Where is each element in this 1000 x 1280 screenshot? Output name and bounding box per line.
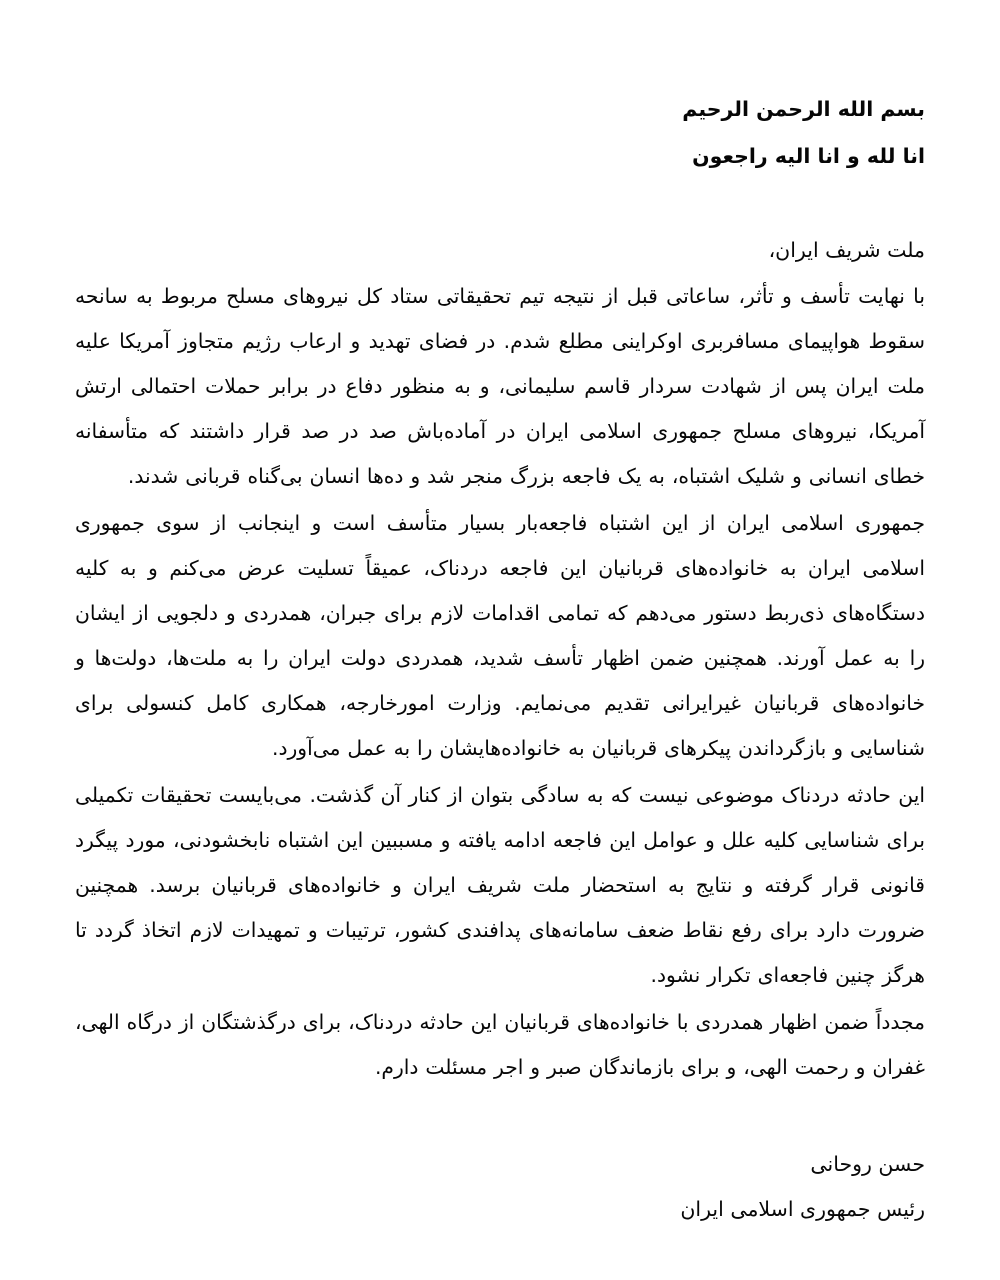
letter-body [75,274,925,1090]
invocation-block [75,0,925,180]
bismillah-line: بسم الله الرحمن الرحیم [682,97,925,121]
body-paragraph-4: مجدداً ضمن اظهار همدردی با خانواده‌های قربانیان این حادثه دردناک، برای درگذشتگان از درگاه الهی، غفران و رحمت الهی، و برای بازماندگان صبر و اجر مسئلت دارم. [75,1010,925,1079]
body-paragraph-2: جمهوری اسلامی ایران از این اشتباه فاجعه‌بار بسیار متأسف است و اینجانب از سوی جمهوری اسلامی ایران به خانواده‌های قربانیان این فاجعه دردناک، عمیقاً تسلیت عرض می‌کنم و به کلیه دستگاه‌های ذی‌ربط دستور می‌دهم که تمامی اقدامات لازم برای جبران، همدردی و دلجویی از ایشان را به عمل آورند. همچنین ضمن اظهار تأسف شدید، همدردی دولت ایران را به ملت‌ها، دولت‌ها و خانواده‌های قربانیان غیرایرانی تقدیم می‌نمایم. وزارت امورخارجه، همکاری کامل کنسولی برای شناسایی و بازگرداندن پیکرهای قربانیان به خانواده‌هایشان را به عمل می‌آورد. [75,511,925,760]
signature-block [680,1142,925,1232]
body-paragraph-3: این حادثه دردناک موضوعی نیست که به سادگی بتوان از کنار آن گذشت. می‌بایست تحقیقات تکمیلی برای شناسایی کلیه علل و عوامل این فاجعه ادامه یافته و مسببین این اشتباه نابخشودنی، مورد پیگرد قانونی قرار گرفته و نتایج به استحضار ملت شریف ایران و خانواده‌های قربانیان برسد. همچنین ضرورت دارد برای رفع نقاط ضعف سامانه‌های پدافندی کشور، ترتیبات و تمهیدات لازم اتخاذ گردد تا هرگز چنین فاجعه‌ای تکرار نشود. [75,783,925,987]
body-paragraph-1: با نهایت تأسف و تأثر، ساعاتی قبل از نتیجه تیم تحقیقاتی ستاد کل نیروهای مسلح مربوط به سانحه سقوط هواپیمای مسافربری اوکراینی مطلع شدم. در فضای تهدید و ارعاب رژیم متجاوز آمریکا علیه ملت ایران پس از شهادت سردار قاسم سلیمانی، و به منظور دفاع در برابر حملات احتمالی ارتش آمریکا، نیروهای مسلح جمهوری اسلامی ایران در آماده‌باش صد در صد قرار داشتند که متأسفانه خطای انسانی و شلیک اشتباه، به یک فاجعه بزرگ منجر شد و ده‌ها انسان بی‌گناه قربانی شدند. [75,284,925,488]
signer-title: رئیس جمهوری اسلامی ایران [680,1197,925,1221]
signer-name: حسن روحانی [810,1152,925,1176]
salutation-line: ملت شریف ایران، [768,238,925,262]
inna-lillah-line: انا لله و انا الیه راجعون [692,144,925,168]
